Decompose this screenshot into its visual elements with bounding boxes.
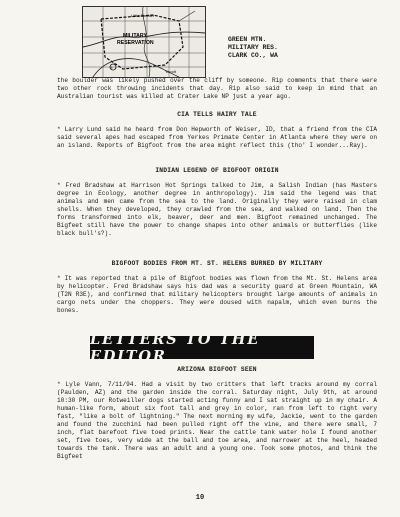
letters-banner: LETTERS TO THE EDITOR: [90, 336, 314, 359]
map-place-label: Yacolt: [165, 69, 176, 74]
section-heading: CIA TELLS HAIRY TALE: [177, 111, 257, 118]
map-reservation-label: RESERVATION: [117, 40, 154, 46]
section-paragraph: * Fred Bradshaw at Harrison Hot Springs talked to Jim, a Salish Indian (has Masters degree in Ecology, another degree in anthropology). Jim said the legend was that animals and men came from the sea to the land. Originally they were raised in clam shells. When they developed, they crawled from the sea, and walked on land. Then the forms transformed into elk, beaver, deer and men. Bigfoot remained unchanged. The Bigfeet still have the power to change shapes into other animals or butterflies (like black bull's?).: [57, 182, 377, 237]
section-heading: BIGFOOT BODIES FROM MT. ST. HELENS BURNED BY MILITARY: [111, 260, 323, 267]
intro-paragraph: the boulder was likely pushed over the cliff by someone. Rip comments that there were two other rock throwing incidents that day. Rip also said to keep in mind that an Australian tourist was killed at Crater Lake NP just a year ago.: [57, 77, 377, 100]
reservation-map: [82, 6, 206, 78]
map-caption: GREEN MTN. MILITARY RES. CLARK CO., WA: [228, 36, 278, 60]
section-paragraph: * Larry Lund said he heard from Don Hepworth of Weiser, ID, that a friend from the CIA said several apes had escaped from Yerkes Primate Center in Atlanta where they were on an island. Reports of Bigfoot from the area might reflect this (tho' I wonder...Ray).: [57, 126, 377, 149]
section-paragraph: * It was reported that a pile of Bigfoot bodies was flown from the Mt. St. Helens area by helicopter. Fred Bradshaw says his dad was a security guard at Green Mountain, WA (T2N R3E), and confirmed that military helicopters brought large amounts of animals in cargo nets under the choppers. They were doused with napalm, which even burns the bones.: [57, 275, 377, 314]
map-place-label: Little Boulder: [131, 13, 155, 18]
map-drawing: [83, 7, 205, 77]
page-number: 10: [195, 494, 205, 502]
letter-paragraph: * Lyle Vann, 7/11/94. Had a visit by two critters that left tracks around my corral (Paulden, AZ) and the garden inside the corral. Saturday night, July 9th, at around 10:30 PM, our Rotweiller dogs started acting funny and I sat straight up in my chair. A human-like form, about six foot tall and grey in color, ran from left to right very fast, "like a bolt of lightning." The next morning my wife, Jackie, went to the garden and found the zucchini had been pulled right off the vine, and there were small, 7 inch, flat barefoot five toed prints. Near the cattle tank water hole I found another set, five toes, very wide at the ball and toe area, and narrower at the heel, headed towards the tank. There was an adult and a young one. Took some photos, and think the Bigfeet: [57, 381, 377, 460]
section-heading: ARIZONA BIGFOOT SEEN: [177, 366, 257, 373]
svg-text:5: 5: [110, 66, 113, 70]
section-heading: INDIAN LEGEND OF BIGFOOT ORIGIN: [155, 167, 279, 174]
map-reservation-label: MILITARY: [123, 33, 147, 39]
